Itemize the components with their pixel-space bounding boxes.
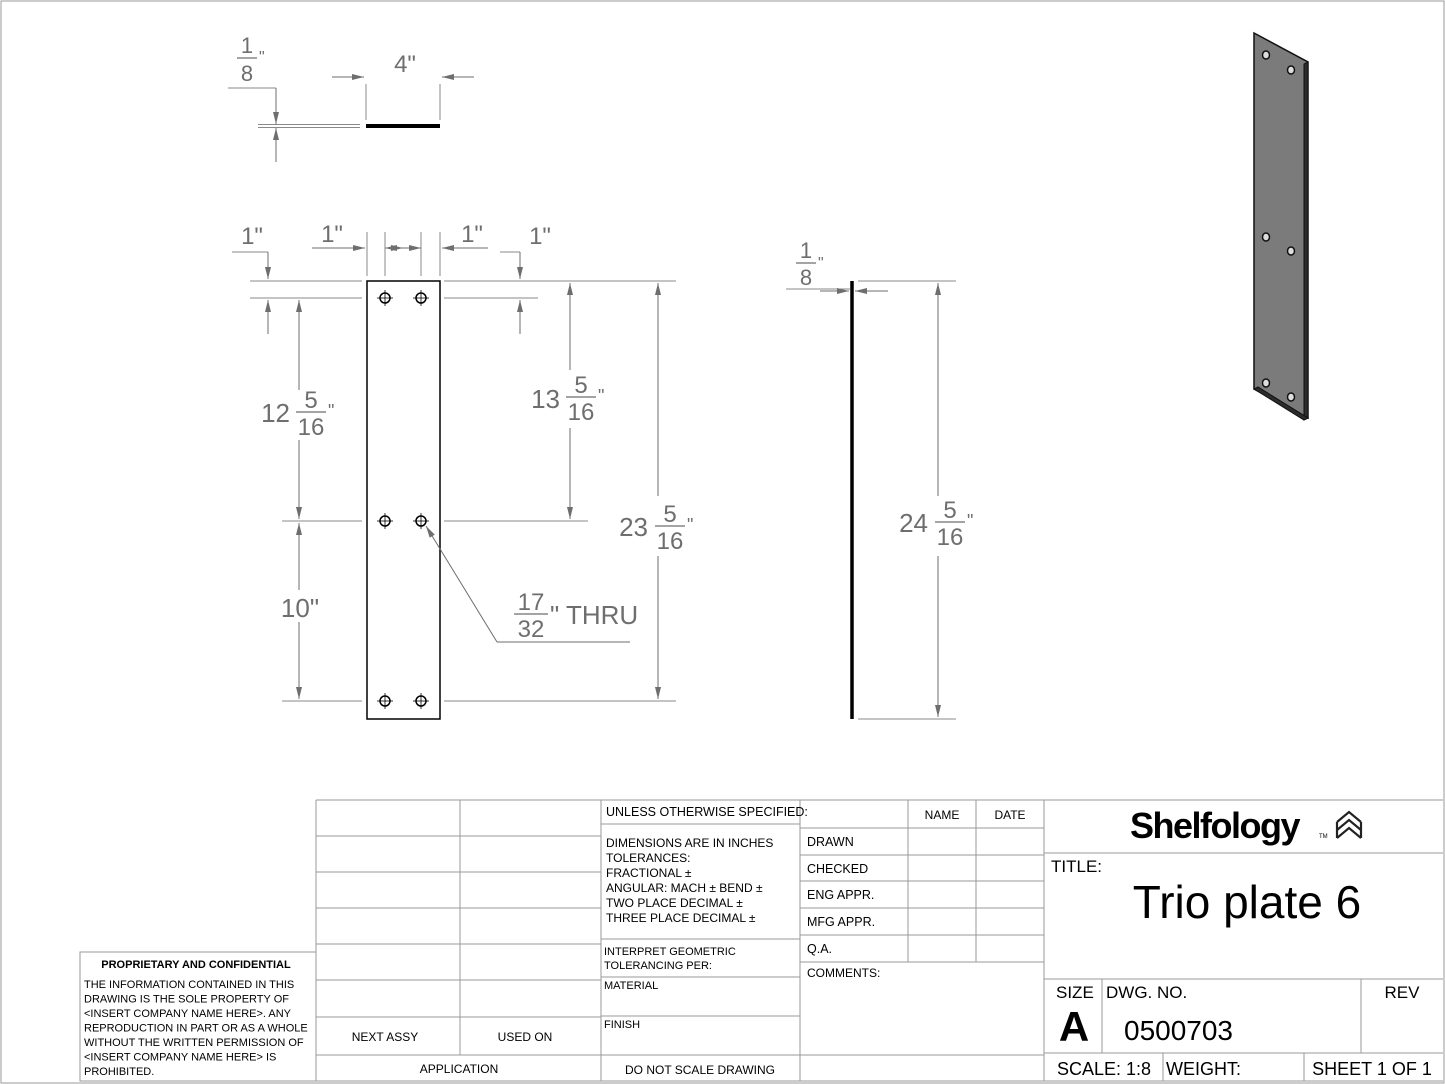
note-line: ANGULAR: MACH ± BEND ± [606,881,763,895]
top-thickness-label [237,33,265,86]
material-label: MATERIAL [604,980,659,992]
title-block-text [84,805,1432,1079]
rev-label: REV [1384,983,1420,1002]
side-thickness-label [796,238,824,290]
unit-mark: " [967,511,974,531]
note-line: WITHOUT THE WRITTEN PERMISSION OF [84,1037,304,1049]
title-label: TITLE: [1051,857,1103,876]
date-header: DATE [994,808,1026,822]
chevron-logo-icon [1337,812,1361,838]
fraction-numerator: 5 [574,372,588,399]
drawing-title: Trio plate 6 [1132,876,1362,928]
mounting-hole [413,290,429,306]
dim-overall-front [619,501,693,555]
note-line: FRACTIONAL ± [606,866,692,880]
fraction-numerator: 1 [240,33,254,58]
used-on-label: USED ON [497,1030,553,1044]
fraction-numerator: 5 [304,387,318,414]
finish-label: FINISH [604,1019,641,1031]
signoff-row-label: CHECKED [807,862,869,876]
fraction-denominator: 16 [656,528,684,555]
weight-label: WEIGHT: [1166,1059,1241,1079]
note-line: INTERPRET GEOMETRIC [604,946,736,958]
edge-dim-right-inner: 1" [461,221,483,248]
edge-dim-right-outer: 1" [529,223,551,250]
note-line: DRAWING IS THE SOLE PROPERTY OF [84,993,289,1006]
unit-mark: " [328,401,335,421]
proprietary-notice [84,979,308,1078]
dim-whole: 23 [619,512,648,542]
fraction-denominator: 8 [240,61,254,86]
sheet-size: A [1058,1003,1090,1050]
signoff-row-label: DRAWN [807,835,854,849]
note-line: REPRODUCTION IN PART OR AS A WHOLE [84,1022,308,1035]
dim-whole: 13 [531,384,560,414]
hole-thru-label: " THRU [550,600,639,630]
company-name: Shelfology [1130,805,1300,846]
dim-upper-left [261,387,334,441]
signoff-row-label: Q.A. [807,942,833,956]
dim-whole: 24 [899,508,928,538]
fraction-numerator: 1 [799,238,813,263]
iso-plate-face [1254,33,1308,418]
note-line: <INSERT COMPANY NAME HERE> IS [84,1051,277,1064]
top-view [228,33,474,162]
mounting-hole [377,290,393,306]
do-not-scale-label: DO NOT SCALE DRAWING [624,1063,776,1077]
mounting-hole [377,513,393,529]
company-logo [1130,805,1361,846]
unit-mark: " [687,515,694,535]
signoff-row-label: MFG APPR. [807,915,876,929]
side-view [786,238,973,719]
dim-whole: 12 [261,398,290,428]
sheet-number: SHEET 1 OF 1 [1312,1059,1432,1079]
unit-mark: " [818,255,824,272]
dim-overall-side [899,497,973,551]
note-line: THE INFORMATION CONTAINED IN THIS [84,979,295,991]
note-line: PROHIBITED. [84,1066,155,1078]
edge-dim-left-outer: 1" [241,223,263,250]
fraction-numerator: 5 [943,497,957,524]
scale-label: SCALE: 1:8 [1057,1059,1152,1079]
signoff-rows [807,835,875,956]
tolerance-notes [606,836,773,925]
proprietary-title: PROPRIETARY AND CONFIDENTIAL [101,959,291,971]
note-line: TOLERANCES: [606,851,691,865]
isometric-view [1254,33,1308,420]
plate-outline [367,281,440,719]
top-width-label: 4" [394,51,416,78]
mounting-hole [377,693,393,709]
drawing-number: 0500703 [1124,1015,1234,1046]
unit-mark: " [598,386,605,406]
note-line: TOLERANCING PER: [604,960,712,972]
fraction-numerator: 17 [517,589,545,616]
fraction-numerator: 5 [663,501,677,528]
application-label: APPLICATION [419,1062,499,1076]
dim-lower-left: 10" [280,593,320,623]
note-line: DIMENSIONS ARE IN INCHES [606,836,774,850]
name-header: NAME [924,808,960,822]
fraction-denominator: 16 [297,414,325,441]
next-assy-label: NEXT ASSY [351,1030,419,1044]
note-line: TWO PLACE DECIMAL ± [606,896,743,910]
hole-group [377,290,429,709]
signoff-row-label: ENG APPR. [807,888,875,902]
fraction-denominator: 16 [567,399,595,426]
fraction-denominator: 32 [517,616,545,643]
unit-mark: " [259,49,265,66]
hole-callout [514,589,638,643]
front-view [232,221,693,719]
note-line: THREE PLACE DECIMAL ± [606,911,756,925]
fraction-denominator: 16 [936,524,964,551]
interpret-notes [604,946,736,972]
comments-label: COMMENTS: [807,966,881,980]
mounting-hole [413,693,429,709]
fraction-denominator: 8 [799,265,813,290]
size-label: SIZE [1056,983,1094,1002]
trademark-mark: TM [1319,834,1328,840]
unless-specified-label: UNLESS OTHERWISE SPECIFIED: [606,805,808,819]
note-line: <INSERT COMPANY NAME HERE>. ANY [84,1008,292,1020]
dwg-no-label: DWG. NO. [1106,983,1188,1002]
dim-upper-right [531,372,604,426]
edge-dim-left-inner: 1" [321,221,343,248]
